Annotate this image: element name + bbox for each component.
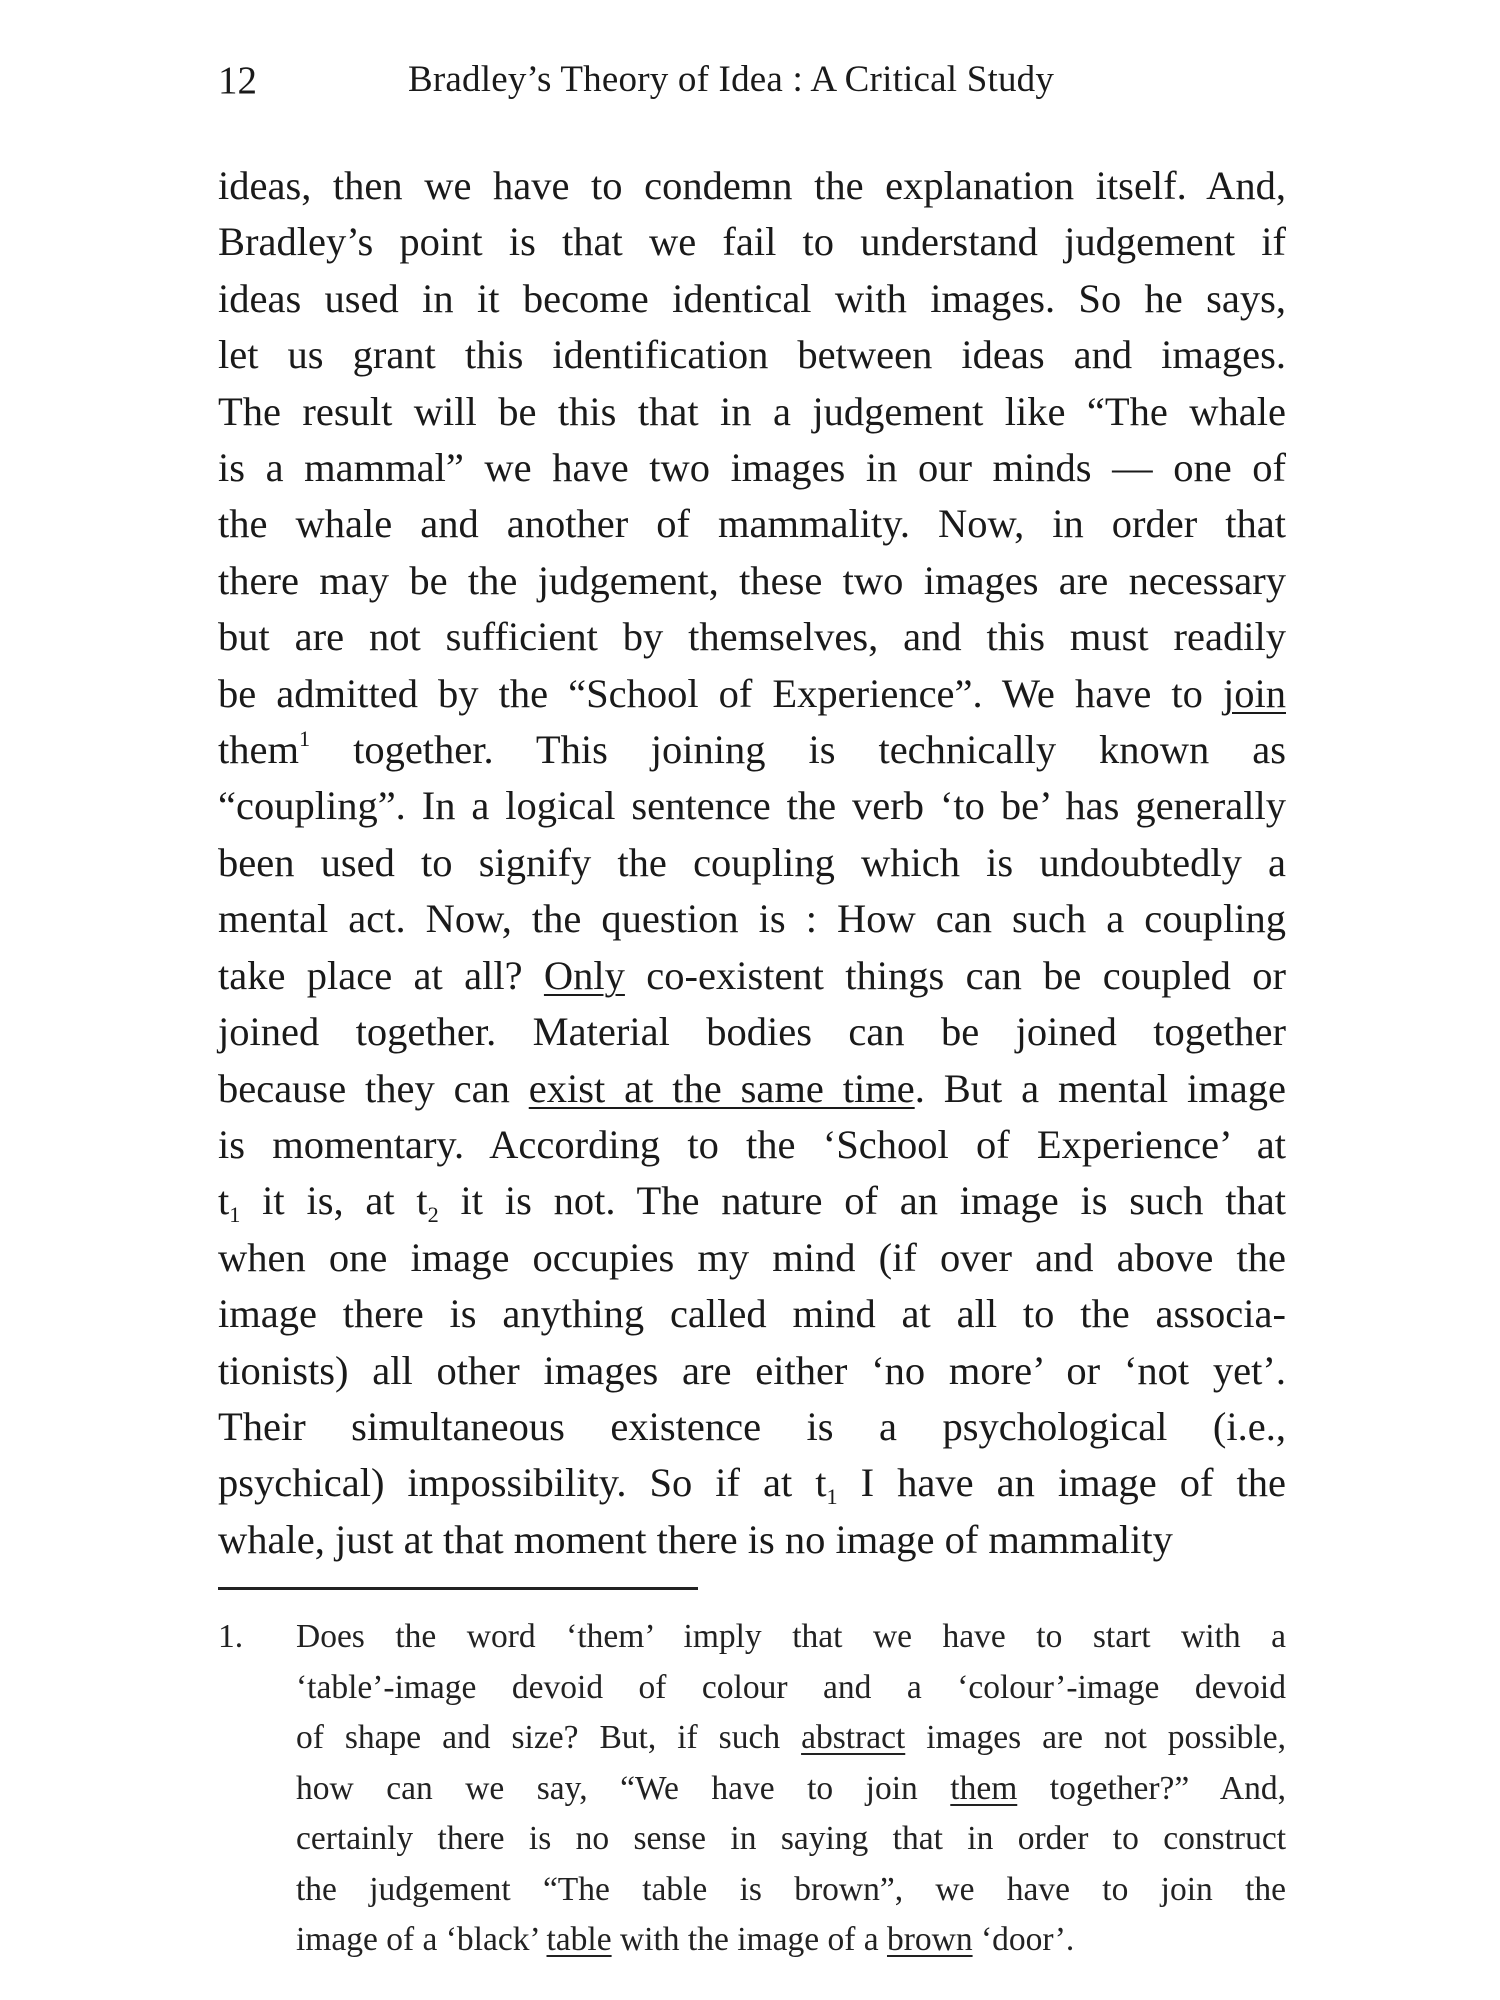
text-run: psychical) impossibility. So if at — [218, 1460, 816, 1506]
text-line: the whale and another of mammality. Now, in order that — [218, 501, 1286, 547]
underlined-word-brown: brown — [886, 1921, 973, 1958]
underlined-word-table: table — [546, 1921, 612, 1958]
text-run: because they can — [218, 1065, 529, 1111]
text-run: ‘door’. — [972, 1921, 1075, 1958]
time-variable: t — [815, 1460, 827, 1506]
text-line: mental act. Now, the question is : How can such a coupling — [218, 896, 1286, 942]
text-line: ideas used in it become identical with images. So he says, — [218, 275, 1286, 321]
page-number: 12 — [218, 59, 257, 102]
text-run: them — [218, 727, 299, 773]
subscript: 1 — [229, 1202, 241, 1228]
text-run: how can we say, “We have to join — [296, 1769, 951, 1807]
text-line: joined together. Material bodies can be joined together — [218, 1009, 1286, 1055]
footnote-divider — [218, 1587, 698, 1590]
underlined-word-abstract: abstract — [801, 1719, 906, 1756]
text-run: of shape and size? But, if such — [296, 1719, 802, 1756]
text-run: be admitted by the “School of Experience”. We have to — [218, 670, 1203, 716]
footnote-line: certainly there is no sense in saying that in order to construct — [296, 1820, 1286, 1857]
text-run: images are not possible, — [905, 1719, 1286, 1756]
text-line: The result will be this that in a judgement like “The whale — [218, 388, 1286, 434]
footnote-line: Does the word ‘them’ imply that we have to start with a — [296, 1618, 1286, 1655]
time-variable: t — [218, 1178, 230, 1224]
text-line — [218, 1173, 1286, 1229]
text-line: Bradley’s point is that we fail to understand judgement if — [218, 219, 1286, 265]
text-line: tionists) all other images are either ‘no more’ or ‘not yet’. — [218, 1347, 1286, 1393]
text-line — [218, 1455, 1286, 1511]
text-run: . But a mental image — [914, 1065, 1286, 1111]
text-line — [218, 722, 1286, 778]
subscript: 1 — [826, 1484, 838, 1510]
underlined-word-them: them — [950, 1769, 1018, 1807]
text-line: is a mammal” we have two images in our minds — one of — [218, 445, 1286, 491]
text-line — [218, 948, 1286, 1004]
text-line: when one image occupies my mind (if over and above the — [218, 1234, 1286, 1280]
body-text — [218, 158, 1286, 1568]
running-title: Bradley’s Theory of Idea : A Critical Study — [408, 59, 1055, 100]
footnote-line — [296, 1915, 1286, 1966]
text-run: image of a ‘black’ — [296, 1921, 547, 1958]
footnote-line — [296, 1713, 1286, 1764]
text-line: image there is anything called mind at all to the associa- — [218, 1291, 1286, 1337]
text-line: there may be the judgement, these two images are necessary — [218, 557, 1286, 603]
footnote-line — [296, 1764, 1286, 1815]
text-run: it is, at — [240, 1178, 417, 1224]
text-line: whale, just at that moment there is no image of mammality — [218, 1516, 1173, 1562]
text-line — [218, 1061, 1286, 1117]
footnote-line: the judgement “The table is brown”, we have to join the — [296, 1870, 1286, 1908]
text-line: been used to signify the coupling which is undoubtedly a — [218, 839, 1286, 885]
subscript: 2 — [427, 1202, 439, 1228]
text-run: with the image of a — [611, 1921, 887, 1958]
text-run: take place at all? — [218, 952, 523, 998]
text-line: “coupling”. In a logical sentence the verb ‘to be’ has generally — [218, 783, 1286, 829]
text-line: Their simultaneous existence is a psychological (i.e., — [218, 1403, 1286, 1449]
text-line — [218, 666, 1286, 722]
footnote-body — [296, 1612, 1286, 1966]
text-run: together. This joining is technically known as — [310, 727, 1286, 773]
page-header — [218, 58, 1218, 118]
text-line: ideas, then we have to condemn the explanation itself. And, — [218, 163, 1286, 208]
underlined-word-join: join — [1222, 670, 1286, 716]
text-run: together?” And, — [1017, 1769, 1287, 1807]
text-run: I have an image of the — [837, 1460, 1287, 1506]
text-line: is momentary. According to the ‘School of Experience’ at — [218, 1121, 1286, 1167]
footnote-line: ‘table’-image devoid of colour and a ‘colour’-image devoid — [296, 1668, 1286, 1706]
text-line: let us grant this identification between ideas and images. — [218, 332, 1286, 378]
text-run: it is not. The nature of an image is such that — [438, 1178, 1287, 1224]
footnote-reference: 1 — [298, 726, 311, 752]
text-run: co-existent things can be coupled or — [624, 952, 1286, 998]
text-line: but are not sufficient by themselves, and this must readily — [218, 614, 1286, 660]
underlined-word-only: Only — [543, 952, 625, 998]
footnote-marker: 1. — [218, 1618, 244, 1655]
underlined-phrase: exist at the same time — [528, 1065, 915, 1111]
time-variable: t — [416, 1178, 428, 1224]
